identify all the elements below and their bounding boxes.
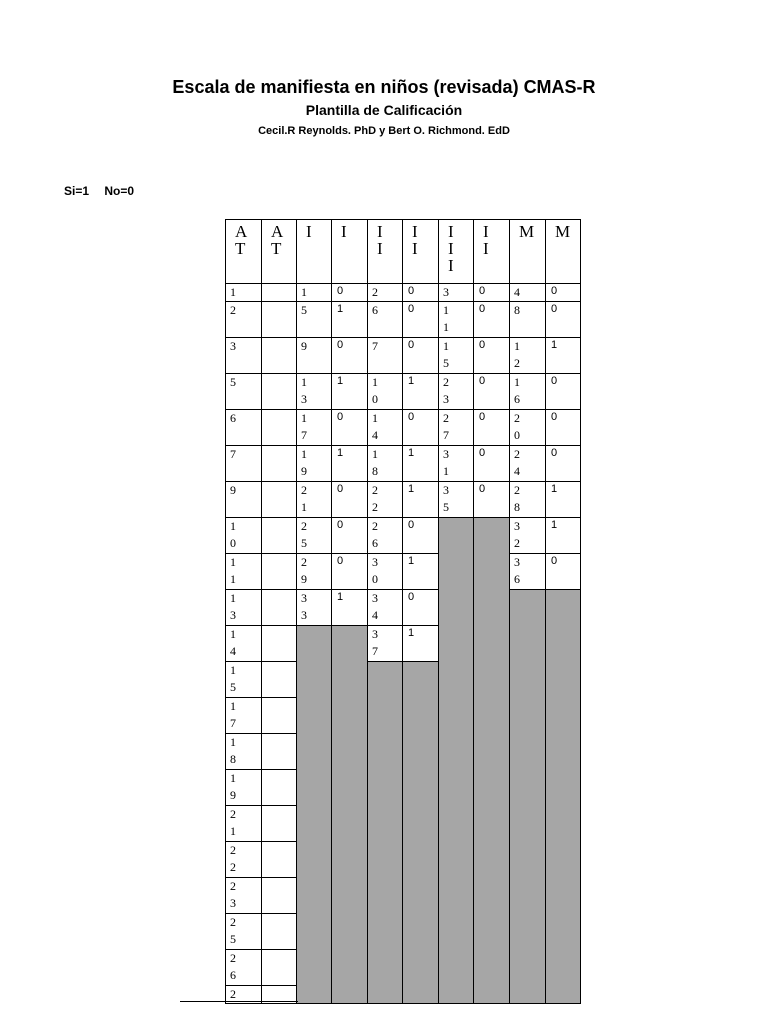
table-cell-text: 18 [230, 735, 241, 766]
table-cell [331, 517, 368, 554]
table-cell-text: 9 [230, 483, 241, 497]
column-header-text: II [483, 222, 495, 258]
table-cell-text: 36 [514, 555, 525, 586]
table-cell [225, 337, 262, 374]
table-cell [261, 877, 297, 914]
table-cell-text: 0 [479, 447, 486, 459]
table-cell-text: 31 [443, 447, 454, 478]
column-header-text: III [448, 222, 460, 275]
table-cell [225, 553, 262, 590]
table-cell-text: 37 [372, 627, 383, 658]
table-cell [509, 517, 546, 554]
table-cell-text: 16 [514, 375, 525, 406]
table-cell-text: 13 [230, 591, 241, 622]
table-cell [438, 373, 474, 410]
table-cell [331, 589, 368, 626]
column-header [367, 219, 403, 284]
column-header [296, 219, 332, 284]
authors-line: Cecil.R Reynolds. PhD y Bert O. Richmond. EdD [258, 125, 510, 137]
table-cell-text: 12 [514, 339, 525, 370]
table-cell-text: 22 [230, 843, 241, 874]
table-cell [296, 517, 332, 554]
table-cell [367, 445, 403, 482]
table-cell [225, 949, 262, 986]
table-cell [473, 409, 510, 446]
table-cell-text: 10 [372, 375, 383, 406]
table-cell-text: 3 [443, 285, 454, 299]
table-cell [296, 553, 332, 590]
table-cell [261, 805, 297, 842]
table-cell [261, 949, 297, 986]
table-cell [473, 283, 510, 302]
column-header-text: AT [271, 222, 290, 258]
table-cell [261, 445, 297, 482]
table-cell-text: 21 [301, 483, 312, 514]
table-cell-text: 1 [408, 627, 415, 639]
table-cell [545, 517, 581, 554]
table-cell-text: 0 [479, 339, 486, 351]
column-header-text: II [412, 222, 424, 258]
table-cell [545, 553, 581, 590]
table-cell [261, 481, 297, 518]
table-cell-text: 4 [514, 285, 525, 299]
table-cell-text: 0 [408, 303, 415, 315]
column-header-text: AT [235, 222, 254, 258]
table-cell [367, 589, 403, 626]
table-cell [509, 283, 546, 302]
table-cell [296, 283, 332, 302]
table-cell [225, 733, 262, 770]
table-cell [509, 301, 546, 338]
table-cell-text: 6 [230, 411, 241, 425]
table-cell [261, 661, 297, 698]
table-cell [261, 913, 297, 950]
table-cell-text: 0 [551, 555, 558, 567]
column-header [261, 219, 297, 284]
table-cell [473, 481, 510, 518]
table-cell [296, 337, 332, 374]
table-cell [296, 589, 332, 626]
table-cell-text: 30 [372, 555, 383, 586]
column-header [473, 219, 510, 284]
table-cell [261, 589, 297, 626]
table-cell-text: 1 [337, 375, 344, 387]
table-cell [367, 517, 403, 554]
table-cell-text: 32 [514, 519, 525, 550]
table-cell-text: 0 [408, 519, 415, 531]
table-cell [509, 445, 546, 482]
table-cell [402, 283, 439, 302]
table-cell-text: 2 [230, 987, 241, 1001]
shaded-column-fill [296, 625, 332, 1004]
table-cell [402, 481, 439, 518]
table-cell [331, 373, 368, 410]
table-cell [509, 373, 546, 410]
table-cell [261, 337, 297, 374]
table-cell-text: 27 [443, 411, 454, 442]
table-cell-text: 3 [230, 339, 241, 353]
table-cell-text: 10 [230, 519, 241, 550]
column-header [331, 219, 368, 284]
table-cell-text: 2 [372, 285, 383, 299]
table-cell [402, 589, 439, 626]
table-cell-text: 0 [551, 411, 558, 423]
table-cell [225, 301, 262, 338]
table-cell [402, 409, 439, 446]
table-cell-text: 0 [408, 591, 415, 603]
table-cell [545, 283, 581, 302]
page-subtitle: Plantilla de Calificación [305, 102, 463, 118]
legend-si: Si=1 [64, 184, 90, 198]
table-cell-text: 9 [301, 339, 312, 353]
table-cell-text: 1 [337, 303, 344, 315]
table-cell-text: 5 [230, 375, 241, 389]
table-cell-text: 5 [301, 303, 312, 317]
table-cell-text: 22 [372, 483, 383, 514]
table-cell-text: 1 [408, 447, 415, 459]
table-cell [367, 283, 403, 302]
table-cell [367, 553, 403, 590]
column-header-text: I [341, 222, 353, 241]
shaded-column-fill [331, 625, 368, 1004]
table-cell [225, 517, 262, 554]
table-cell-text: 1 [551, 519, 558, 531]
table-cell-text: 0 [551, 375, 558, 387]
table-cell-text: 23 [443, 375, 454, 406]
table-cell [331, 445, 368, 482]
table-cell [296, 445, 332, 482]
table-cell-text: 21 [230, 807, 241, 838]
table-cell [402, 337, 439, 374]
table-cell [225, 769, 262, 806]
column-header [225, 219, 262, 284]
table-cell-text: 0 [479, 411, 486, 423]
table-cell-text: 0 [479, 375, 486, 387]
column-header-text: M [519, 222, 541, 241]
table-cell-text: 0 [337, 285, 344, 297]
table-cell [225, 841, 262, 878]
table-cell-text: 7 [372, 339, 383, 353]
table-cell-text: 1 [337, 447, 344, 459]
table-cell-text: 15 [443, 339, 454, 370]
table-cell-text: 0 [337, 339, 344, 351]
table-cell [402, 517, 439, 554]
table-cell [261, 409, 297, 446]
table-cell-text: 0 [479, 303, 486, 315]
table-cell [331, 409, 368, 446]
table-cell [225, 409, 262, 446]
table-cell-text: 18 [372, 447, 383, 478]
table-cell [473, 445, 510, 482]
table-cell-text: 0 [551, 303, 558, 315]
table-cell-text: 1 [408, 375, 415, 387]
table-cell [261, 373, 297, 410]
table-cell-text: 13 [301, 375, 312, 406]
table-cell [331, 481, 368, 518]
table-cell [438, 337, 474, 374]
column-header [545, 219, 581, 284]
table-cell [545, 445, 581, 482]
column-header [402, 219, 439, 284]
column-header [509, 219, 546, 284]
column-header-text: I [306, 222, 318, 241]
table-cell-text: 25 [230, 915, 241, 946]
table-cell [402, 373, 439, 410]
table-cell [331, 337, 368, 374]
table-cell [225, 589, 262, 626]
table-cell [402, 625, 439, 662]
table-cell-text: 0 [479, 483, 486, 495]
table-cell [261, 283, 297, 302]
table-cell-text: 1 [408, 555, 415, 567]
table-cell [545, 409, 581, 446]
table-cell [545, 481, 581, 518]
table-cell [225, 625, 262, 662]
table-cell [331, 553, 368, 590]
table-cell [473, 373, 510, 410]
table-cell-text: 34 [372, 591, 383, 622]
table-cell [473, 301, 510, 338]
table-cell-text: 1 [551, 483, 558, 495]
shaded-column-fill [509, 589, 546, 1004]
table-cell [402, 301, 439, 338]
table-cell [402, 445, 439, 482]
table-cell [545, 337, 581, 374]
shaded-column-fill [402, 661, 439, 1004]
table-cell [367, 409, 403, 446]
table-cell-text: 29 [301, 555, 312, 586]
table-cell-text: 19 [301, 447, 312, 478]
table-cell [367, 373, 403, 410]
table-cell [225, 877, 262, 914]
table-cell [367, 625, 403, 662]
table-cell [509, 337, 546, 374]
table-cell-text: 23 [230, 879, 241, 910]
table-cell [331, 283, 368, 302]
table-cell-text: 26 [372, 519, 383, 550]
table-cell-text: 26 [230, 951, 241, 982]
table-cell-text: 0 [408, 285, 415, 297]
table-cell [509, 481, 546, 518]
table-cell [331, 301, 368, 338]
column-header-text: II [377, 222, 389, 258]
table-cell-text: 1 [301, 285, 312, 299]
table-cell [225, 661, 262, 698]
table-cell-text: 1 [551, 339, 558, 351]
table-cell [296, 409, 332, 446]
table-cell-text: 0 [337, 411, 344, 423]
table-cell-text: 0 [337, 555, 344, 567]
table-cell-text: 24 [514, 447, 525, 478]
table-cell-text: 17 [230, 699, 241, 730]
table-cell [438, 481, 474, 518]
table-cell-text: 0 [479, 285, 486, 297]
table-cell-text: 0 [337, 519, 344, 531]
table-cell-text: 25 [301, 519, 312, 550]
table-cell [545, 301, 581, 338]
table-cell-text: 20 [514, 411, 525, 442]
table-cell [367, 301, 403, 338]
table-cell [296, 373, 332, 410]
table-cell-text: 0 [408, 339, 415, 351]
table-cell-text: 28 [514, 483, 525, 514]
table-cell-text: 33 [301, 591, 312, 622]
table-cell-text: 2 [230, 303, 241, 317]
table-cell [438, 409, 474, 446]
shaded-column-fill [438, 517, 474, 1004]
table-cell-text: 1 [337, 591, 344, 603]
table-cell [261, 697, 297, 734]
table-cell [438, 445, 474, 482]
table-cell [473, 337, 510, 374]
table-cell [296, 481, 332, 518]
table-cell [225, 283, 262, 302]
table-cell [225, 373, 262, 410]
table-cell-text: 11 [230, 555, 241, 586]
table-cell [225, 697, 262, 734]
table-cell [261, 301, 297, 338]
shaded-column-fill [545, 589, 581, 1004]
table-cell [438, 301, 474, 338]
table-cell [509, 409, 546, 446]
table-cell-text: 8 [514, 303, 525, 317]
table-cell [438, 283, 474, 302]
table-cell-text: 17 [301, 411, 312, 442]
table-cell-text: 7 [230, 447, 241, 461]
table-cell-text: 0 [337, 483, 344, 495]
table-cell-text: 0 [408, 411, 415, 423]
table-cell [261, 769, 297, 806]
table-cell-text: 1 [230, 285, 241, 299]
table-cell [225, 445, 262, 482]
shaded-column-fill [367, 661, 403, 1004]
table-cell-text: 0 [551, 285, 558, 297]
table-cell-text: 6 [372, 303, 383, 317]
table-cell [225, 481, 262, 518]
table-cell [225, 913, 262, 950]
table-cell [509, 553, 546, 590]
table-cell [261, 553, 297, 590]
table-cell [261, 625, 297, 662]
table-cell-text: 11 [443, 303, 454, 334]
table-cell [296, 301, 332, 338]
table-cell [367, 337, 403, 374]
table-cell [402, 553, 439, 590]
column-header [438, 219, 474, 284]
table-cell [545, 373, 581, 410]
legend-no: No=0 [104, 184, 135, 198]
table-bottom-rule [180, 1001, 298, 1002]
page-title: Escala de manifiesta en niños (revisada) CMAS-R [172, 77, 596, 97]
table-cell-text: 14 [230, 627, 241, 658]
table-cell-text: 0 [551, 447, 558, 459]
table-cell-text: 14 [372, 411, 383, 442]
table-cell-text: 15 [230, 663, 241, 694]
table-cell [261, 841, 297, 878]
column-header-text: M [555, 222, 577, 241]
table-cell-text: 35 [443, 483, 454, 514]
table-cell [225, 805, 262, 842]
table-cell [261, 517, 297, 554]
table-cell-text: 1 [408, 483, 415, 495]
table-cell [367, 481, 403, 518]
shaded-column-fill [473, 517, 510, 1004]
table-cell [261, 733, 297, 770]
table-cell-text: 19 [230, 771, 241, 802]
